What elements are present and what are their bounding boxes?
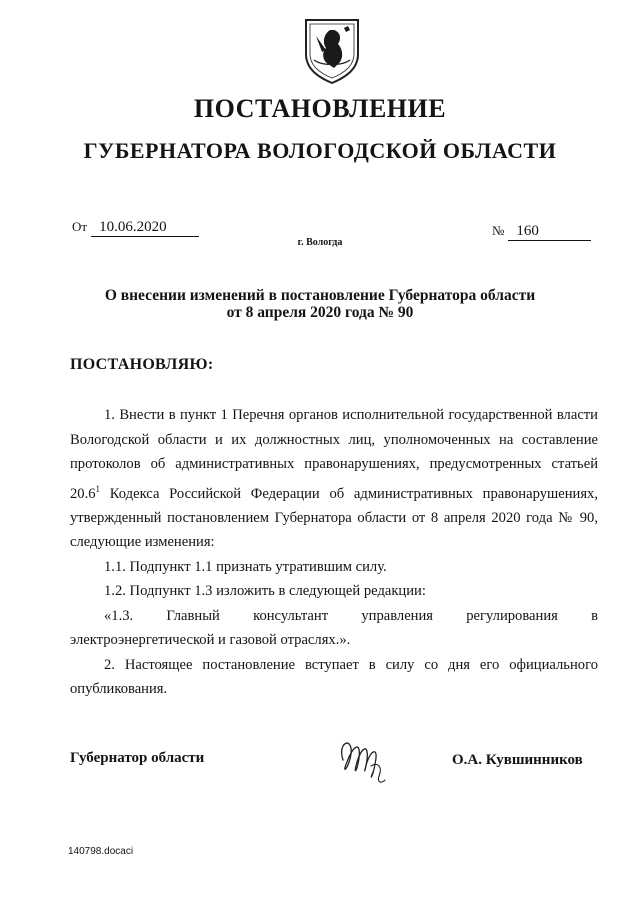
subject-line-1: О внесении изменений в постановление Губернатора области xyxy=(104,287,536,304)
document-number: 160 xyxy=(508,223,591,241)
decree-heading: ПОСТАНОВЛЯЮ: xyxy=(70,356,214,373)
paragraph-1-3-quote: «1.3. Главный консультант управления регулирования в электроэнергетической и газовой отраслях.». xyxy=(70,607,598,649)
document-issuer: ГУБЕРНАТОРА ВОЛОГОДСКОЙ ОБЛАСТИ xyxy=(83,138,557,163)
paragraph-1 xyxy=(70,403,598,555)
handwritten-signature-icon xyxy=(335,732,395,786)
signatory-position: Губернатор области xyxy=(70,750,205,766)
paragraph-1-2: 1.2. Подпункт 1.3 изложить в следующей редакции: xyxy=(104,583,426,600)
file-code: 140798.docaci xyxy=(68,846,134,857)
paragraph-1-part-1: 1. Внести в пункт 1 Перечня органов исполнительной государственной власти Вологодской области и их должностных лиц, уполномоченных на составление протоколов об административных правонарушениях, предусмотренных статьей 20.6 xyxy=(70,407,598,502)
document-date: 10.06.2020 xyxy=(91,219,199,237)
superscript: 1 xyxy=(95,483,101,494)
number-prefix: № xyxy=(492,223,505,238)
document-body xyxy=(70,403,598,702)
date-prefix: От xyxy=(72,219,88,234)
signatory-name: О.А. Кувшинников xyxy=(452,752,583,768)
paragraph-1-1: 1.1. Подпункт 1.1 признать утратившим силу. xyxy=(104,558,387,575)
document-title: ПОСТАНОВЛЕНИЕ xyxy=(193,94,447,123)
paragraph-1-part-2: Кодекса Российской Федерации об административных правонарушениях, утвержденный постановлением Губернатора области от 8 апреля 2020 года № 90, следующие изменения: xyxy=(70,485,598,551)
coat-of-arms-icon xyxy=(300,16,364,86)
paragraph-2: 2. Настоящее постановление вступает в силу со дня его официального опубликования. xyxy=(70,656,598,698)
subject-line-2: от 8 апреля 2020 года № 90 xyxy=(226,304,414,321)
city-label: г. Вологда xyxy=(297,237,343,248)
date-field xyxy=(72,218,199,237)
